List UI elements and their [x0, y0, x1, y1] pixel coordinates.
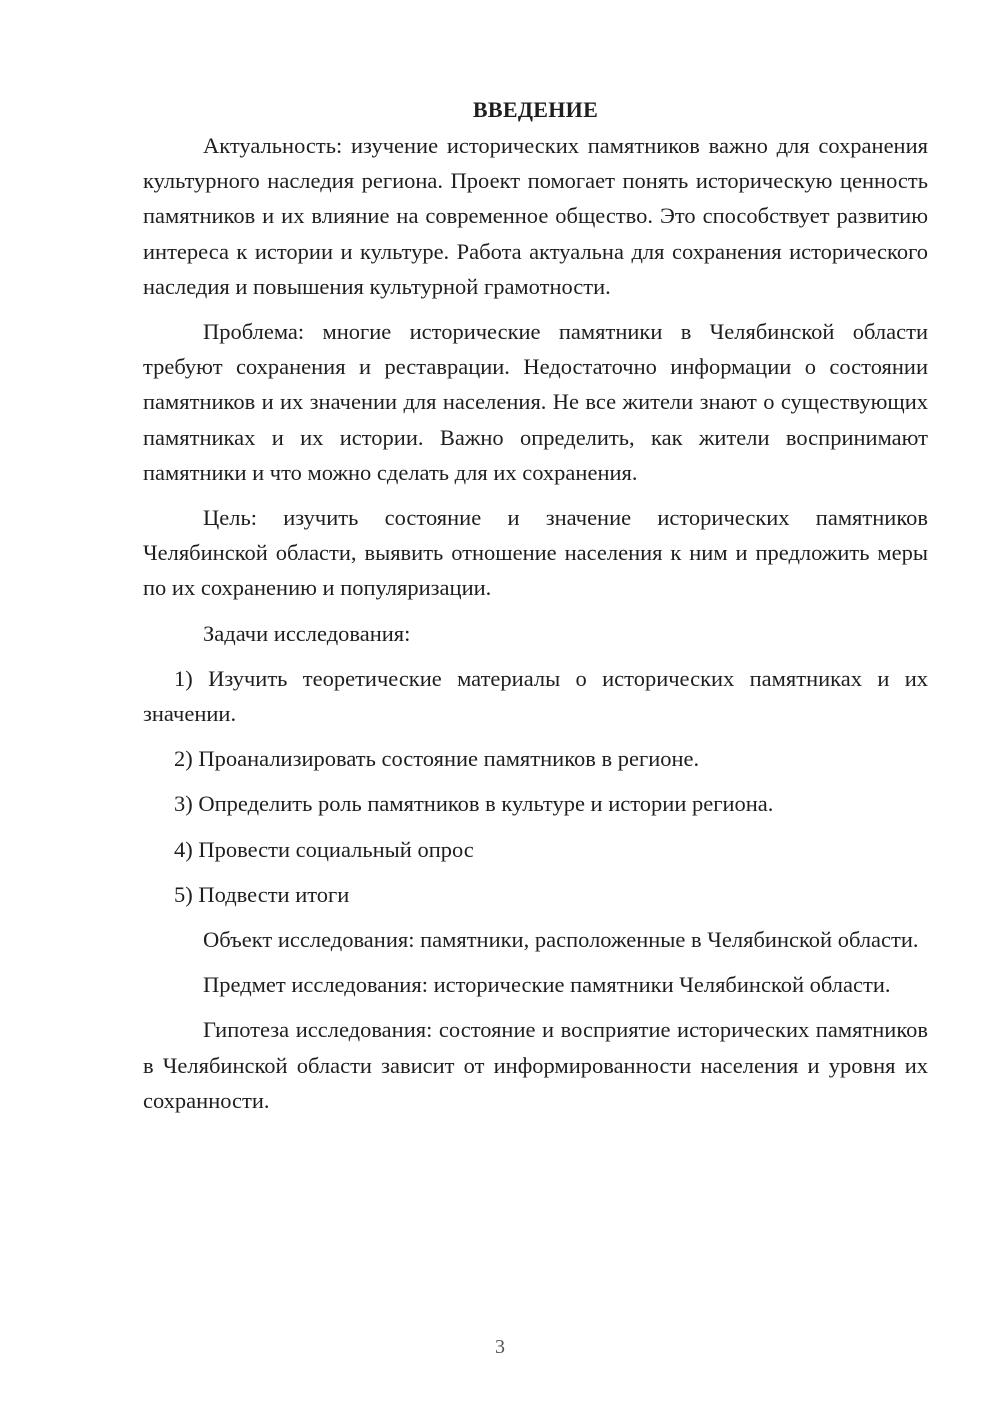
relevance-paragraph: Актуальность: изучение исторических памятников важно для сохранения культурного наследия региона. Проект помогает понять историческую ценность памятников и их влияние на современное общество. Это способствует развитию интереса к истории и культуре. Работа актуальна для сохранения исторического наследия и повышения культурной грамотности.	[143, 133, 928, 299]
section-title: ВВЕДЕНИЕ	[472, 97, 599, 122]
problem-paragraph: Проблема: многие исторические памятники в Челябинской области требуют сохранения и реставрации. Недостаточно информации о состоянии памятников и их значении для населения. Не все жители знают о существующих памятниках и их истории. Важно определить, как жители воспринимают памятники и что можно сделать для их сохранения.	[143, 319, 928, 485]
list-item: 1) Изучить теоретические материалы о исторических памятниках и их значении.	[143, 665, 928, 727]
hypothesis-paragraph: Гипотеза исследования: состояние и восприятие исторических памятников в Челябинской области зависит от информированности населения и уровня их сохранности.	[143, 1017, 928, 1113]
list-item: 5) Подвести итоги	[174, 881, 350, 907]
subject-paragraph: Предмет исследования: исторические памятники Челябинской области.	[203, 972, 891, 998]
list-item: 4) Провести социальный опрос	[174, 836, 474, 862]
goal-paragraph: Цель: изучить состояние и значение исторических памятников Челябинской области, выявить отношение населения к ним и предложить меры по их сохранению и популяризации.	[143, 505, 928, 601]
tasks-list	[143, 661, 928, 912]
object-paragraph: Объект исследования: памятники, расположенные в Челябинской области.	[203, 927, 919, 953]
tasks-heading: Задачи исследования:	[203, 620, 411, 646]
list-item: 2) Проанализировать состояние памятников в регионе.	[174, 746, 700, 772]
document-page	[143, 92, 928, 1128]
page-number: 3	[495, 1336, 505, 1358]
list-item: 3) Определить роль памятников в культуре и истории региона.	[174, 791, 774, 817]
